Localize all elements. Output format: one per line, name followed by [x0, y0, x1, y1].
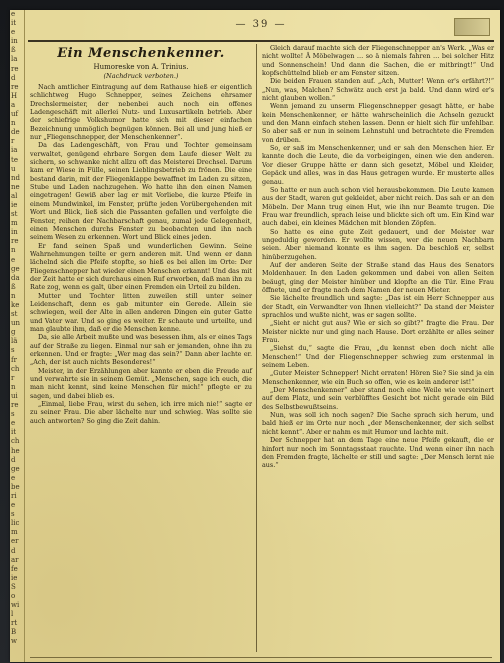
- gutter-text-fragment: ge: [11, 264, 20, 273]
- gutter-text-fragment: te: [11, 155, 18, 164]
- article-paragraph: Nach amtlicher Eintragung auf dem Rathause hieß er eigentlich schlichtweg Hugo Schnepper, seines Zeichens ehrsamer Drechslermeister, der nebenbei auch noch ein offenes Ladengeschäft mit allerlei Nutz- und Luxusartikeln betrieb. Aber der schiefrige Volkshumor hatte sich mit dieser einfachen Bezeichnung unmöglich begnügen können. Bei all und jung hieß er nur „Fliegenschnepper, der Menschenkenner“.: [30, 83, 252, 142]
- gutter-text-fragment: ne: [11, 182, 20, 191]
- gutter-text-fragment: rt: [11, 619, 18, 628]
- gutter-text-fragment: be: [11, 482, 20, 491]
- gutter-text-fragment: st: [11, 310, 18, 319]
- gutter-text-fragment: d: [11, 546, 16, 555]
- gutter-text-fragment: ß: [11, 46, 16, 55]
- gutter-text-fragment: nd: [11, 173, 20, 182]
- gutter-text-fragment: he: [11, 446, 20, 455]
- gutter-text-fragment: B: [11, 628, 17, 637]
- gutter-text-fragment: ß: [11, 282, 16, 291]
- right-column-body: [262, 44, 494, 470]
- gutter-text-fragment: lic: [11, 519, 20, 528]
- article-paragraph: „Siehst du,“ sagte die Frau, „du kennst eben doch nicht alle Menschen!“ Und der Fliegenschnepper schwieg zum erstenmal in seinem Leben.: [262, 344, 494, 370]
- article-paragraph: „Einmal, liebe Frau, wirst du sehen, ich irre mich nie!“ sagte er zu seiner Frau. Die aber lächelte nur und schwieg. Was sollte sie auch antworten? So ging die Zeit dahin.: [30, 400, 252, 425]
- gutter-text-fragment: s: [11, 410, 15, 419]
- article-paragraph: Der Schnepper hat an dem Tage eine neue Pfeife gekauft, die er hinfort nur noch im Sonntagsstaat rauchte. Und wenn einer ihn nach den Fremden fragte, lächelte er still und sagte: „Der Mensch lernt nie aus.“: [262, 436, 494, 470]
- right-column: [262, 44, 494, 656]
- article-paragraph: Sie lächelte freundlich und sagte: „Das ist ein Herr Schnepper aus der Stadt, ein Verwandter von Ihnen vielleicht?“ Da stand der Meister sprachlos und wußte nicht, was er sagen sollte.: [262, 294, 494, 319]
- gutter-text-fragment: st: [11, 210, 18, 219]
- gutter-text-fragment: ri: [11, 491, 17, 500]
- gutter-text-fragment: m: [11, 219, 18, 228]
- article-paragraph: Er fand seinen Spaß und wunderlichen Gewinn. Seine Wahrnehmungen teilte er gern anderen mit. Und wenn er dann lächelnd sich die Pfeife stopfte, so hieß es bei allen im Orte: Der Fliegenschnepper hat wieder einen Menschen erkannt! Und das mit der Zeit hatte er sich durchaus einen Ruf erworben, daß man ihn zu Rate zog, wenn es galt, über einen Fremden ein Urteil zu bilden.: [30, 241, 252, 292]
- gutter-text-fragment: re: [11, 237, 19, 246]
- gutter-text-fragment: a: [11, 100, 16, 109]
- gutter-text-fragment: de: [11, 128, 20, 137]
- article-byline: Humoreske von A. Trinius.: [93, 63, 189, 71]
- gutter-text-fragment: n: [11, 382, 16, 391]
- gutter-text-fragment: e: [11, 473, 16, 482]
- gutter-text-fragment: lä: [11, 337, 18, 346]
- gutter-text-fragment: r: [11, 137, 15, 146]
- gutter-text-fragment: la: [11, 55, 18, 64]
- article-paragraph: So, er saß im Menschenkenner, und er sah den Menschen hier. Er kannte doch die Leute, die da vorbeigingen, einen wie den anderen. Vor dieser Gruppe hätte er dann sich gesetzt, Möbel und Kleider, Gepäck und alles, was in das Haus getragen wurde. Er musterte alles genau.: [262, 144, 494, 186]
- gutter-text-fragment: it: [11, 428, 17, 437]
- gutter-text-fragment: S: [11, 582, 16, 591]
- article-paragraph: „Sieht er nicht gut aus? Wie er sich so gibt?“ fragte die Frau. Der Meister nickte nur und ging nach Hause. Dort erzählte er alles seiner Frau.: [262, 319, 494, 345]
- gutter-text-fragment: g: [11, 328, 16, 337]
- facing-page-gutter: [10, 10, 25, 662]
- gutter-text-fragment: re: [11, 64, 19, 73]
- gutter-text-fragment: o: [11, 592, 16, 600]
- gutter-text-fragment: n: [11, 291, 16, 300]
- article-paragraph: Nun, was soll ich noch sagen? Die Sache sprach sich herum, und bald hieß er im Orte nur noch „der Menschenkenner, der sich selbst nicht kennt“. Aber er nahm es mit Humor und lachte mit.: [262, 411, 494, 436]
- gutter-text-fragment: fr: [11, 355, 17, 364]
- gutter-text-fragment: w: [11, 637, 17, 646]
- article-paragraph: Gleich darauf machte sich der Fliegenschnepper an's Werk. „Was er nicht wollte! Ä Möbelwagen … so ä niemals fahren … bei solcher Hitz und Sonnenschein! Und dann die Sachen, die er mitbringt!“ Und kopfschüttelnd blieb er am Fenster sitzen.: [262, 44, 494, 78]
- article-paragraph: „Der Menschenkenner“ aber stand noch eine Weile wie versteinert auf dem Platz, und sein verblüfftes Gesicht bot nicht gerade ein Bild des Selbstbewußtseins.: [262, 386, 494, 411]
- library-stamp: [454, 18, 490, 36]
- left-column-body: [30, 83, 252, 425]
- gutter-text-fragment: wi: [11, 601, 20, 610]
- gutter-text-fragment: re: [11, 401, 19, 410]
- gutter-text-fragment: r: [11, 373, 15, 382]
- gutter-text-fragment: ar: [11, 555, 19, 564]
- gutter-text-fragment: n: [11, 246, 16, 255]
- gutter-text-fragment: al: [11, 191, 18, 200]
- gutter-text-fragment: re: [11, 82, 19, 91]
- gutter-text-fragment: s: [11, 346, 15, 355]
- gutter-text-fragment: ie: [11, 200, 18, 209]
- column-separator: [256, 44, 257, 652]
- gutter-text-fragment: l: [11, 610, 14, 619]
- gutter-text-fragment: e: [11, 28, 16, 37]
- gutter-text-fragment: er: [11, 537, 19, 546]
- gutter-text-fragment: e: [11, 10, 16, 18]
- gutter-text-fragment: ui: [11, 391, 18, 400]
- gutter-text-fragment: ke: [11, 301, 20, 309]
- gutter-text-fragment: n: [11, 119, 16, 128]
- gutter-text-fragment: e: [11, 501, 16, 510]
- page-header: [28, 16, 494, 42]
- article-paragraph: Auf der anderen Seite der Straße stand das Haus des Senators Moldenhauer. In den Laden gekommen und dabei von allen Seiten beäugt, ging der Meister hinüber und klopfte an die Tür. Eine Frau öffnete, und er fragte nach dem Namen der neuen Mieter.: [262, 260, 494, 294]
- article-paragraph: Mutter und Tochter litten zuweilen still unter seiner Leidenschaft, denn es gab mitunter ein Gerede. Allein sie schwiegen, weil der Alte in allen anderen Dingen ein guter Gatte und Vater war. Und so ging es weiter. Er schaute und urteilte, und man glaubte ihm, daß er die Menschen kenne.: [30, 291, 252, 333]
- gutter-text-fragment: ia: [11, 146, 18, 155]
- gutter-text-fragment: ie: [11, 573, 18, 582]
- article-paragraph: Die beiden Frauen standen auf. „Ach, Mutter! Wenn er's erfährt?!“ „Nun, was, Malchen? Schwätz auch erst ja bald. Und dann wird er's nicht glauben wollen.“: [262, 77, 494, 103]
- gutter-text-fragment: ch: [11, 437, 20, 446]
- gutter-text-fragment: ch: [11, 364, 20, 373]
- page-number: — 39 —: [235, 19, 287, 30]
- gutter-text-fragment: da: [11, 273, 20, 282]
- article-paragraph: Da das Ladengeschäft, von Frau und Tochter gemeinsam verwaltet, genügend ehrbare Sorgen dem Laufe dieser Welt zu sichern, so schwanke nicht allzu oft das Meisterei Drechsel. Darum kam er Wiese in Fülle, seinen Lieblingsbetrieb zu frönen. Die eine bestand darin, mit der Fliegenklappe bewaffnet im Laden zu sitzen, Stube und Laden nachzugehen. Wo hatte ihn den einen Namen eingetragen! Gewiß aber lag er mit Vorliebe, die kurze Pfeife in einem Mundwinkel, im Fenster, prüfte jeden Vorübergehenden mit Wort und Blick, ließ sich die Passanten gefallen und verfolgte die Fenster, reihen der Nachbarschaft genau, zumal jede Gelegenheit, einen Menschen durchs Fenster zu beobachten und ihn nach seinem Wesen zu erkennen. Wort und Blick eines jeden.: [30, 141, 252, 242]
- gutter-text-fragment: it: [11, 19, 17, 28]
- article-paragraph: Meister, in der Erzählungen aber kannte er eben die Freude auf und verwahrte sie in seinem Gemüt. „Menschen, sage ich euch, die man nicht kennt, sind keine Menschen für mich!“ pflegte er zu sagen, und dabei blieb es.: [30, 366, 252, 400]
- gutter-text-fragment: ge: [11, 464, 20, 473]
- article-paragraph: So hatte er nun auch schon viel herausbekommen. Die Leute kamen aus der Stadt, waren gut gekleidet, aber nicht reich. Das sah er an den Möbeln. Der Mann trug einen Hut, wie ihn nur Beamte trugen. Die Frau war freundlich, sprach leise und blickte sich oft um. Ein Kind war auch dabei, ein kleines Mädchen mit blonden Zöpfen.: [262, 185, 494, 228]
- left-column: [30, 44, 252, 656]
- gutter-text-fragment: s: [11, 510, 15, 519]
- gutter-text-fragment: m: [11, 528, 18, 537]
- gutter-text-fragment: e: [11, 419, 16, 428]
- gutter-text-fragment: d: [11, 455, 16, 464]
- gutter-text-fragment: in: [11, 37, 18, 46]
- gutter-text-fragment: un: [11, 319, 21, 328]
- footer-rule: [30, 657, 492, 658]
- gutter-text-fragment: u: [11, 164, 16, 173]
- gutter-text-fragment: in: [11, 228, 18, 237]
- article-title: Ein Menschenkenner.: [57, 46, 225, 61]
- gutter-text-fragment: d: [11, 73, 16, 82]
- article-paragraph: Da, sie alle Arbeit mußte und was besessen ihm, als er eines Tags auf der Straße zu liegen. Einmal nur sah er jemanden, ohne ihn zu erkennen. Und er fragte: „Wer mag das sein?“ Dann aber lachte er. „Ach, der ist auch nichts Besonderes!“: [30, 333, 252, 367]
- gutter-text-fragment: uf: [11, 110, 19, 119]
- newspaper-page: [10, 10, 500, 662]
- reprint-note: (Nachdruck verboten.): [103, 72, 179, 80]
- gutter-text-fragment: e: [11, 255, 16, 264]
- gutter-text-fragment: fe: [11, 564, 18, 573]
- gutter-text-fragment: H: [11, 91, 18, 100]
- article-paragraph: So hatte es eine gute Zeit gedauert, und der Meister war ungeduldig geworden. Er wollte wissen, wer die neuen Nachbarn seien. Aber niemand konnte es ihm sagen. Da beschloß er, selbst hinüberzugehen.: [262, 227, 494, 261]
- article-paragraph: Wenn jemand zu unserm Fliegenschnepper gesagt hätte, er habe kein Menschenkenner, er hätte wahrscheinlich die Achseln gezuckt und den Mann einfach stehen lassen. Denn er hielt sich für unfehlbar. So aber saß er nun in seinem Lehnstuhl und betrachtete die Fremden von drüben.: [262, 102, 494, 144]
- article-paragraph: „Guter Meister Schnepper! Nicht erraten! Hören Sie? Sie sind ja ein Menschenkenner, wie ein Buch so offen, wie es kein anderer ist!“: [262, 369, 494, 386]
